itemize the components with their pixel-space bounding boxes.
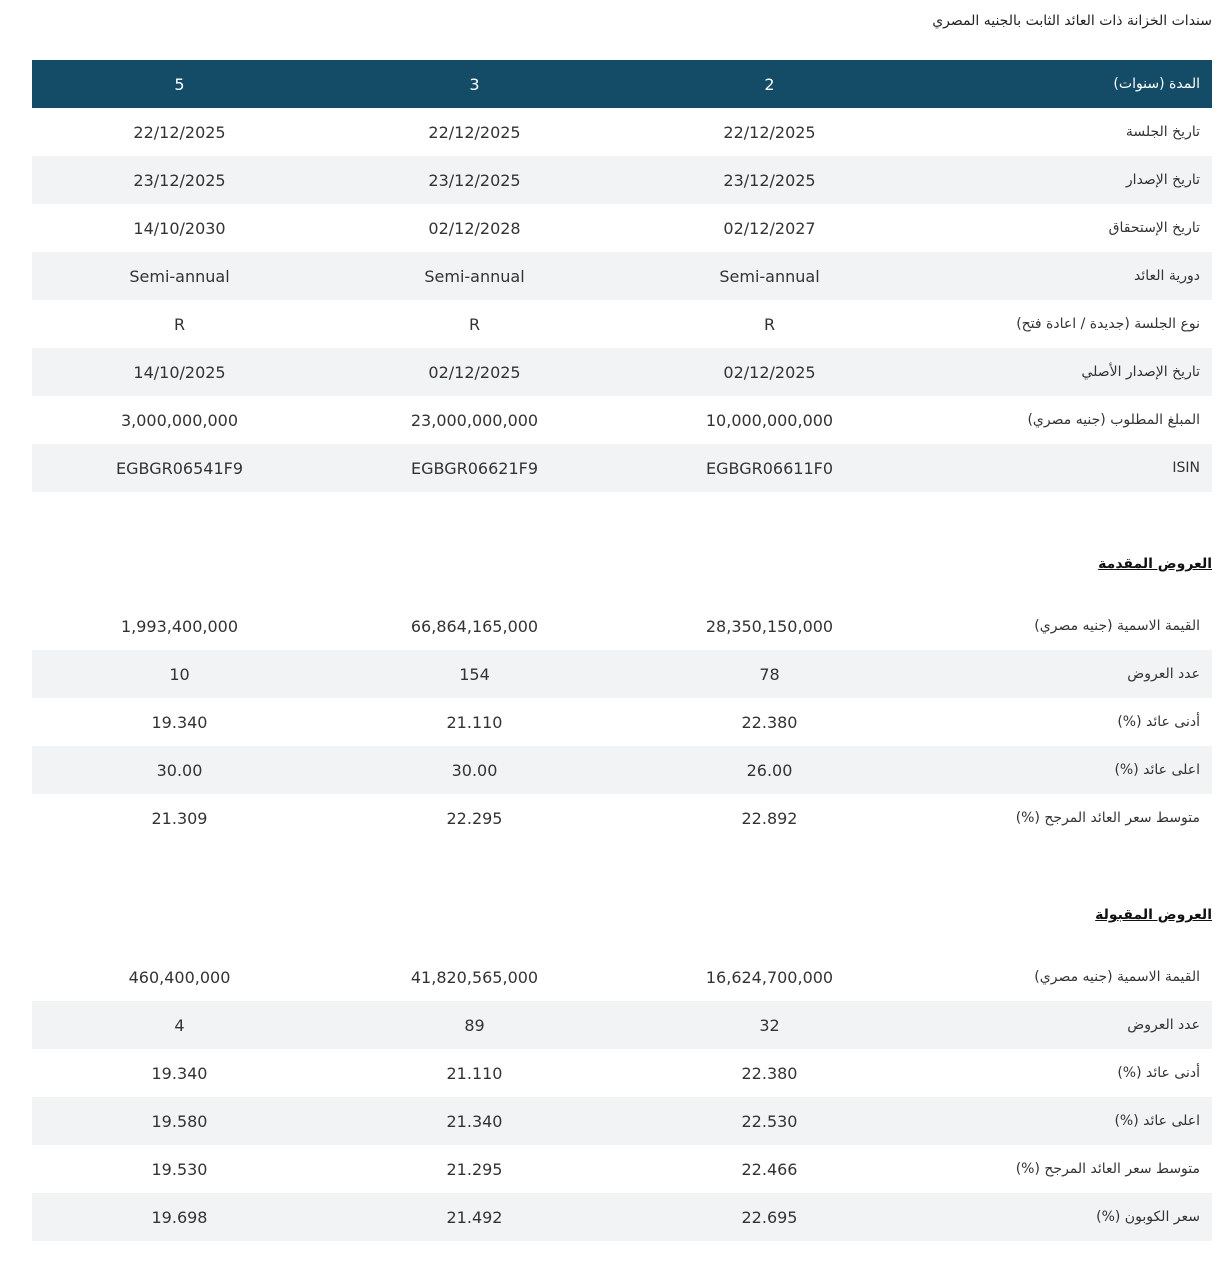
cell: 19.698 [151,1207,208,1227]
cell: 22.295 [446,808,503,828]
cell: 4 [174,1015,185,1035]
cell: 21.295 [446,1159,503,1179]
cell: 22/12/2025 [133,122,226,142]
cell: 02/12/2025 [428,362,521,382]
cell: 23/12/2025 [723,170,816,190]
cell: 30.00 [451,760,498,780]
table-row [32,602,1212,650]
table-row [32,348,1212,396]
table-row [32,300,1212,348]
header-col-5: 5 [174,74,185,94]
row-label: القيمة الاسمية (جنيه مصري) [1034,969,1200,985]
table-header-row [32,60,1212,108]
row-label: اعلى عائد (%) [1114,1113,1200,1129]
cell: 26.00 [746,760,793,780]
cell: 21.309 [151,808,208,828]
cell: 19.580 [151,1111,208,1131]
row-label: عدد العروض [1127,1017,1200,1033]
offers-submitted-title: العروض المقدمة [1098,556,1212,572]
table-row [32,156,1212,204]
row-label: متوسط سعر العائد المرجح (%) [1015,810,1200,826]
cell: 22.530 [741,1111,798,1131]
cell: Semi-annual [719,266,820,286]
cell: EGBGR06621F9 [411,458,538,478]
cell: 22.695 [741,1207,798,1227]
cell: 22.466 [741,1159,798,1179]
table-row [32,794,1212,842]
cell: EGBGR06611F0 [706,458,833,478]
cell: 22.380 [741,712,798,732]
cell: 154 [459,664,490,684]
table-row [32,108,1212,156]
offers-accepted-title: العروض المقبولة [1095,907,1212,923]
cell: 78 [759,664,780,684]
row-label: عدد العروض [1127,666,1200,682]
cell: 28,350,150,000 [705,616,834,636]
offers-accepted-table [32,953,1212,1241]
row-label: نوع الجلسة (جديدة / اعادة فتح) [1016,316,1200,332]
table-row [32,650,1212,698]
cell: 19.340 [151,1063,208,1083]
table-row [32,204,1212,252]
cell: R [173,314,186,334]
cell: 21.110 [446,712,503,732]
cell: 23,000,000,000 [410,410,539,430]
row-label: تاريخ الإستحقاق [1108,220,1200,236]
cell: 02/12/2025 [723,362,816,382]
cell: 21.340 [446,1111,503,1131]
cell: 89 [464,1015,485,1035]
table-row [32,252,1212,300]
cell: Semi-annual [129,266,230,286]
table-row [32,746,1212,794]
row-label: تاريخ الإصدار الأصلي [1081,364,1200,380]
table-row [32,1001,1212,1049]
cell: 1,993,400,000 [120,616,239,636]
header-col-3: 3 [469,74,480,94]
cell: 02/12/2027 [723,218,816,238]
row-label: دورية العائد [1133,268,1200,284]
cell: 30.00 [156,760,203,780]
cell: 32 [759,1015,780,1035]
row-label: متوسط سعر العائد المرجح (%) [1015,1161,1200,1177]
cell: R [763,314,776,334]
header-label: المدة (سنوات) [1113,76,1200,92]
cell: 22/12/2025 [723,122,816,142]
row-label: تاريخ الإصدار [1125,172,1200,188]
cell: 3,000,000,000 [120,410,239,430]
row-label: سعر الكوبون (%) [1096,1209,1200,1225]
cell: 41,820,565,000 [410,967,539,987]
cell: 21.110 [446,1063,503,1083]
cell: 23/12/2025 [133,170,226,190]
page-title: سندات الخزانة ذات العائد الثابت بالجنيه المصري [932,13,1212,29]
table-row [32,444,1212,492]
cell: 10 [169,664,190,684]
cell: 19.530 [151,1159,208,1179]
cell: 14/10/2025 [133,362,226,382]
cell: 21.492 [446,1207,503,1227]
row-label: تاريخ الجلسة [1125,124,1200,140]
table-row [32,953,1212,1001]
cell: 22.892 [741,808,798,828]
cell: 22/12/2025 [428,122,521,142]
table-row [32,1049,1212,1097]
table-row [32,1193,1212,1241]
table-row [32,1097,1212,1145]
main-table [32,60,1212,492]
cell: 66,864,165,000 [410,616,539,636]
row-label: ISIN [1172,460,1200,476]
row-label: اعلى عائد (%) [1114,762,1200,778]
cell: 16,624,700,000 [705,967,834,987]
cell: R [468,314,481,334]
header-col-2: 2 [764,74,775,94]
cell: 22.380 [741,1063,798,1083]
table-row [32,1145,1212,1193]
cell: 02/12/2028 [428,218,521,238]
row-label: القيمة الاسمية (جنيه مصري) [1034,618,1200,634]
cell: 14/10/2030 [133,218,226,238]
cell: 23/12/2025 [428,170,521,190]
table-row [32,698,1212,746]
row-label: المبلغ المطلوب (جنيه مصري) [1027,412,1200,428]
row-label: أدنى عائد (%) [1117,1065,1200,1081]
cell: EGBGR06541F9 [116,458,243,478]
cell: 460,400,000 [128,967,231,987]
row-label: أدنى عائد (%) [1117,714,1200,730]
cell: Semi-annual [424,266,525,286]
cell: 10,000,000,000 [705,410,834,430]
cell: 19.340 [151,712,208,732]
table-row [32,396,1212,444]
offers-submitted-table [32,602,1212,842]
